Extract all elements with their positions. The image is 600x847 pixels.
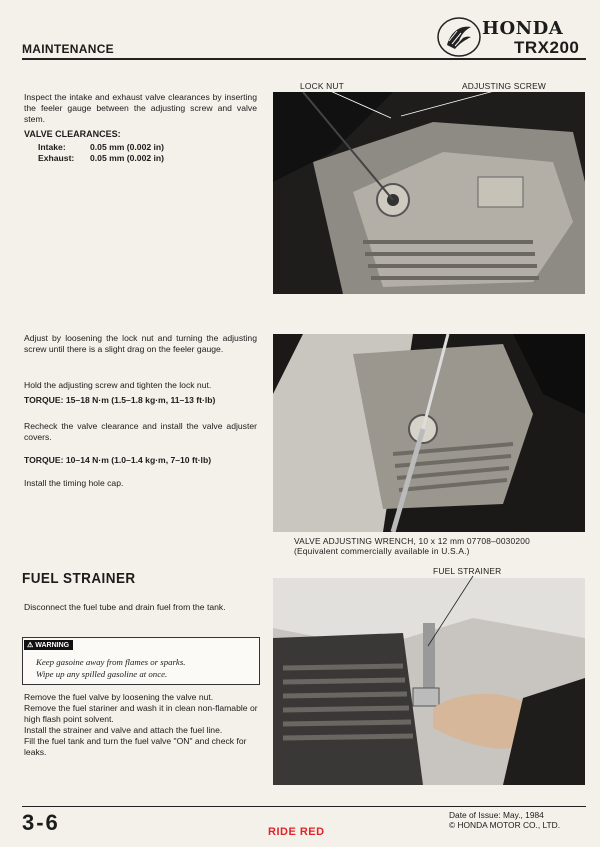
warning-text: [36, 656, 256, 680]
valve-intro: Inspect the intake and exhaust valve clearances by inserting the feeler gauge between the adjusting screw and valve stem.: [24, 92, 257, 124]
wrench-caption: VALVE ADJUSTING WRENCH, 10 x 12 mm 07708–0030200: [294, 536, 530, 546]
valve-clearances-title: VALVE CLEARANCES:: [24, 129, 121, 139]
warning-tag-label: WARNING: [35, 642, 70, 649]
adjust-paragraph-4: Install the timing hole cap.: [24, 478, 124, 488]
adjusting-screw-label: ADJUSTING SCREW: [462, 81, 546, 91]
adjust-paragraph-2: Hold the adjusting screw and tighten the lock nut.: [24, 380, 212, 390]
intake-value: 0.05 mm (0.002 in): [90, 142, 165, 152]
exhaust-value: 0.05 mm (0.002 in): [90, 153, 165, 163]
copyright: © HONDA MOTOR CO., LTD.: [449, 820, 561, 830]
fuel-paragraph-1: Disconnect the fuel tube and drain fuel from the tank.: [24, 602, 226, 612]
warning-icon: ⚠: [27, 642, 34, 649]
issue-date: Date of Issue: May., 1984: [449, 810, 544, 820]
photo1-leader-lines: [273, 88, 585, 148]
fuel-step: Fill the fuel tank and turn the fuel valve "ON" and check for leaks.: [24, 736, 247, 757]
lock-nut-label: LOCK NUT: [300, 81, 344, 91]
wrench-photo: [273, 334, 585, 532]
issue-info: [449, 810, 560, 830]
fuel-strainer-label: FUEL STRAINER: [433, 566, 502, 576]
page-number: 3-6: [22, 810, 60, 835]
fuel-step: Remove the fuel valve by loosening the valve nut.: [24, 692, 214, 702]
fuel-step: Install the strainer and valve and attach the fuel line.: [24, 725, 223, 735]
torque-spec-2: TORQUE: 10–14 N·m (1.0–1.4 kg·m, 7–10 ft·lb): [24, 455, 212, 465]
model-name: TRX200: [514, 38, 580, 57]
warning-line-1: Keep gasoine away from flames or sparks.: [36, 657, 186, 667]
warning-tag: [24, 640, 73, 650]
photo3-leader-line: [273, 574, 585, 654]
torque-spec-1: TORQUE: 15–18 N·m (1.5–1.8 kg·m, 11–13 ft·lb): [24, 395, 216, 405]
honda-wing-logo: [437, 17, 481, 57]
header-rule: [22, 58, 586, 60]
footer-rule: [22, 806, 586, 807]
fuel-steps: [24, 692, 258, 758]
wrench-note: (Equivalent commercially available in U.S.A.): [294, 546, 470, 556]
ride-red-logo: RIDE RED: [268, 826, 325, 838]
exhaust-label: Exhaust:: [38, 153, 75, 163]
fuel-strainer-heading: FUEL STRAINER: [22, 570, 136, 587]
section-title: MAINTENANCE: [22, 42, 114, 56]
fuel-step: Remove the fuel stariner and wash it in clean non-flamable or high flash point solvent.: [24, 703, 258, 724]
warning-line-2: Wipe up any spilled gasoline at once.: [36, 669, 168, 679]
adjust-paragraph-1: Adjust by loosening the lock nut and turning the adjusting screw until there is a slight drag on the feeler gauge.: [24, 333, 257, 354]
adjust-paragraph-3: Recheck the valve clearance and install the valve adjuster covers.: [24, 421, 257, 442]
intake-label: Intake:: [38, 142, 66, 152]
brand-name: HONDA: [482, 18, 564, 39]
